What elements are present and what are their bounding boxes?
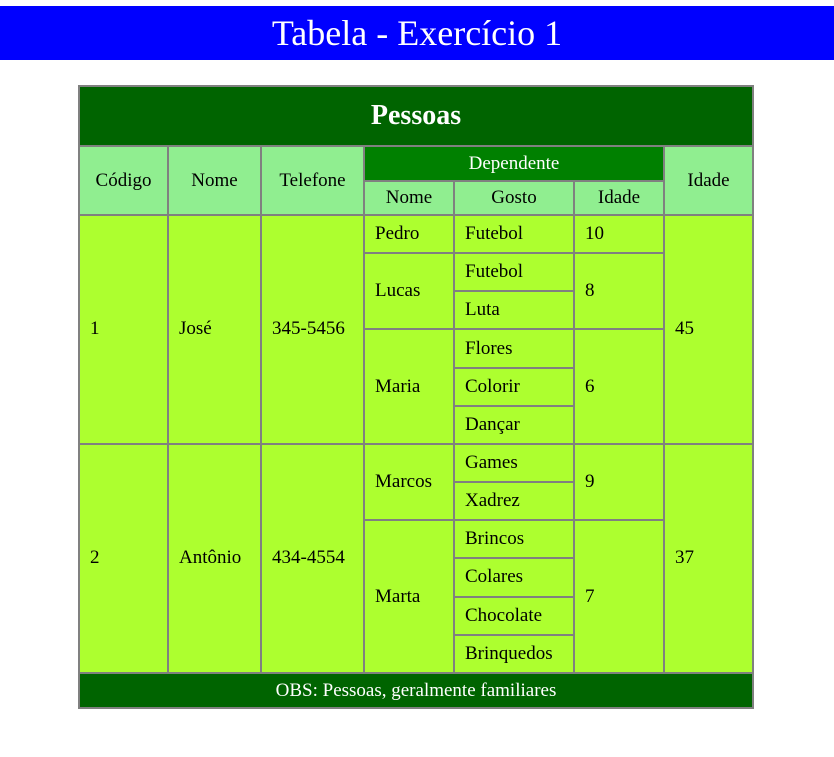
cell-telefone: 345-5456 <box>261 215 364 444</box>
header-telefone: Telefone <box>261 146 364 215</box>
cell-idade: 45 <box>664 215 753 444</box>
cell-gosto: Xadrez <box>454 482 574 520</box>
cell-idade: 37 <box>664 444 753 673</box>
cell-dependente-idade: 6 <box>574 329 664 443</box>
cell-dependente-nome: Marcos <box>364 444 454 520</box>
header-dependente: Dependente <box>364 146 664 181</box>
cell-gosto: Futebol <box>454 215 574 253</box>
cell-dependente-nome: Maria <box>364 329 454 443</box>
cell-codigo: 1 <box>79 215 168 444</box>
cell-nome: José <box>168 215 261 444</box>
table-row <box>79 444 753 482</box>
cell-telefone: 434-4554 <box>261 444 364 673</box>
cell-dependente-nome: Lucas <box>364 253 454 329</box>
table-row <box>79 215 753 253</box>
header-codigo: Código <box>79 146 168 215</box>
header-idade: Idade <box>664 146 753 215</box>
cell-gosto: Dançar <box>454 406 574 444</box>
cell-codigo: 2 <box>79 444 168 673</box>
header-dependente-idade: Idade <box>574 181 664 215</box>
cell-dependente-idade: 8 <box>574 253 664 329</box>
pessoas-table <box>78 85 754 709</box>
header-dependente-nome: Nome <box>364 181 454 215</box>
cell-gosto: Brinquedos <box>454 635 574 673</box>
table-footer: OBS: Pessoas, geralmente familiares <box>79 673 753 708</box>
cell-gosto: Colares <box>454 558 574 596</box>
page-title: Tabela - Exercício 1 <box>0 6 834 60</box>
cell-gosto: Colorir <box>454 368 574 406</box>
cell-gosto: Chocolate <box>454 597 574 635</box>
cell-dependente-nome: Pedro <box>364 215 454 253</box>
cell-dependente-nome: Marta <box>364 520 454 673</box>
cell-dependente-idade: 10 <box>574 215 664 253</box>
table-caption: Pessoas <box>79 86 753 146</box>
header-dependente-gosto: Gosto <box>454 181 574 215</box>
cell-dependente-idade: 7 <box>574 520 664 673</box>
cell-nome: Antônio <box>168 444 261 673</box>
cell-gosto: Luta <box>454 291 574 329</box>
cell-dependente-idade: 9 <box>574 444 664 520</box>
header-nome: Nome <box>168 146 261 215</box>
cell-gosto: Brincos <box>454 520 574 558</box>
cell-gosto: Futebol <box>454 253 574 291</box>
cell-gosto: Games <box>454 444 574 482</box>
cell-gosto: Flores <box>454 329 574 367</box>
